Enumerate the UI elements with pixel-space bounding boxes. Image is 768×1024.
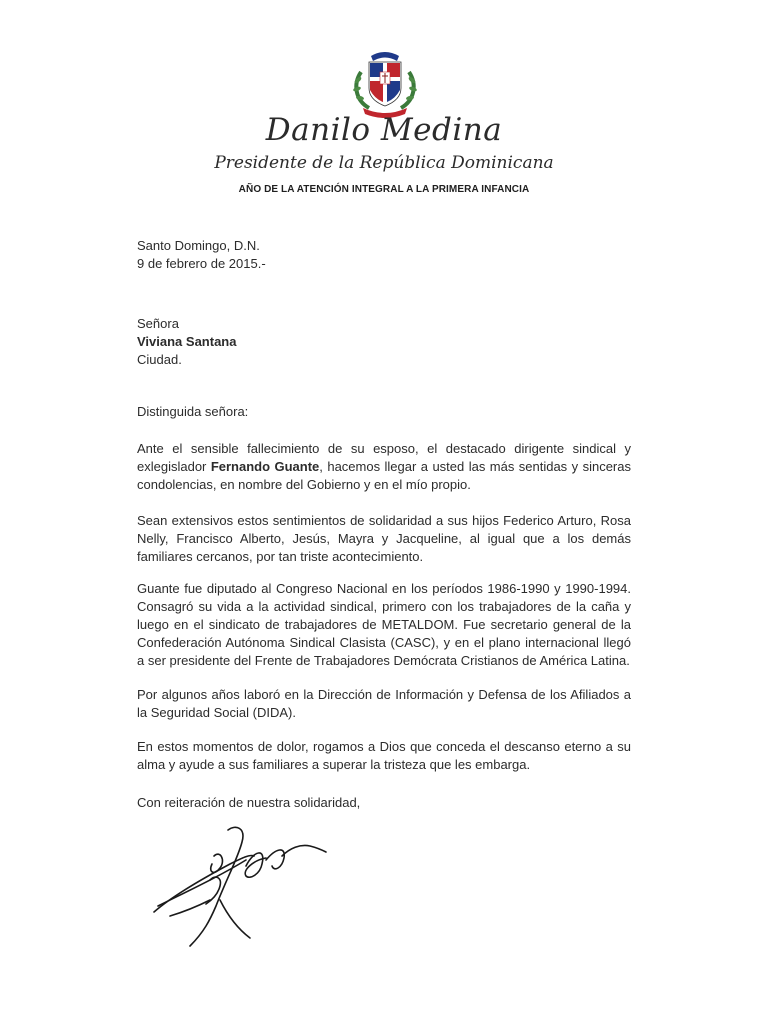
paragraph-1-text-end: , hacemos llegar a usted las más sentidas y sinceras condolencias, en nombre del Gobierno y en el mío propio. (137, 459, 631, 492)
recipient-name: Viviana Santana (137, 334, 237, 349)
paragraph-4: Por algunos años laboró en la Dirección de Información y Defensa de los Afiliados a la Seguridad Social (DIDA). (137, 687, 631, 720)
coat-of-arms-icon (347, 44, 423, 120)
greeting: Distinguida señora: (137, 404, 249, 419)
date-place: Santo Domingo, D.N. (137, 238, 260, 253)
date-value: 9 de febrero de 2015.- (137, 256, 266, 271)
closing-line: Con reiteración de nuestra solidaridad, (137, 795, 361, 810)
year-motto: AÑO DE LA ATENCIÓN INTEGRAL A LA PRIMERA INFANCIA (238, 184, 530, 195)
paragraph-3: Guante fue diputado al Congreso Nacional en los períodos 1986-1990 y 1990-1994. Consagró su vida a la actividad sindical, primero con los trabajadores de la caña y luego en el sindicato de trabajadores de METALDOM. Fue secretario general de la Confederación Autónoma Sindical Clasista (CASC), y en el plano internacional llegó a ser presidente del Frente de Trabajadores Demócrata Cristianos de América Latina. (137, 581, 631, 668)
paragraph-2: Sean extensivos estos sentimientos de solidaridad a sus hijos Federico Arturo, Rosa Nelly, Francisco Alberto, Jesús, Mayra y Jacqueline, al igual que a los demás familiares cercanos, por tan triste acontecimiento. (137, 513, 631, 564)
recipient-salutation: Señora (137, 316, 179, 331)
date-block (137, 237, 631, 273)
recipient-city: Ciudad. (137, 352, 182, 367)
paragraph-1-text: Ante el sensible fallecimiento de su esposo, el destacado dirigente sindical y exlegislador (137, 441, 631, 474)
recipient-block (137, 315, 631, 369)
paragraph-5: En estos momentos de dolor, rogamos a Dios que conceda el descanso eterno a su alma y ayude a sus familiares a superar la tristeza que les embarga. (137, 739, 631, 772)
letterhead-title: Presidente de la República Dominicana (214, 153, 554, 173)
deceased-name: Fernando Guante (210, 459, 320, 474)
signature-icon (150, 820, 330, 955)
paragraph-1 (137, 440, 631, 494)
letterhead-name: Danilo Medina (265, 112, 503, 148)
